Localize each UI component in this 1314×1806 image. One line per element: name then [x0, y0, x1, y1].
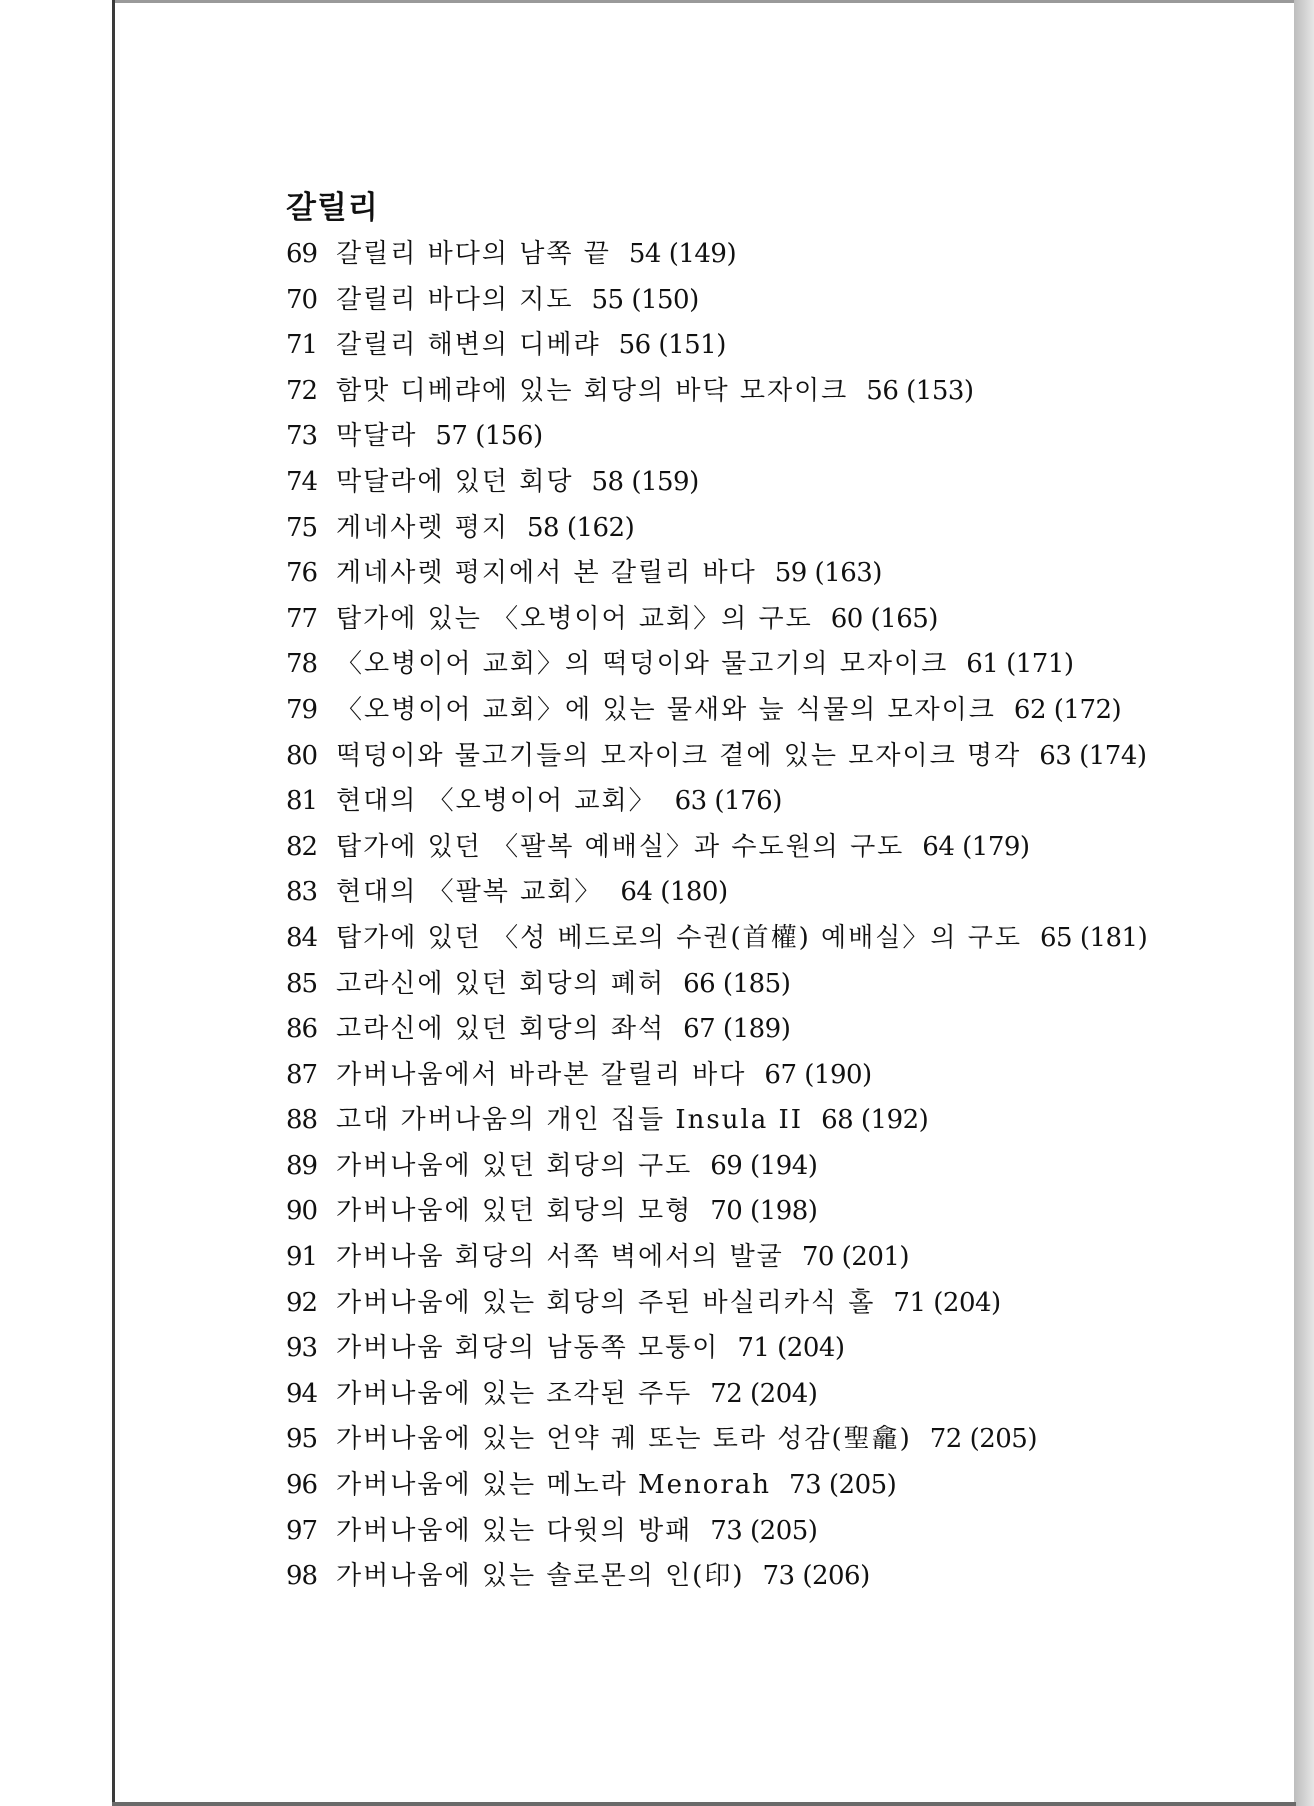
entry-number: 90	[286, 1196, 318, 1227]
entry-page: 60 (165)	[830, 603, 938, 634]
list-item	[286, 734, 1246, 780]
entry-page: 64 (179)	[922, 831, 1030, 862]
entry-number: 69	[286, 239, 318, 269]
entry-page: 64 (180)	[620, 877, 728, 908]
list-item	[286, 779, 1246, 825]
page-top-edge	[112, 0, 1296, 3]
entry-title: 고라신에 있던 회당의 폐허	[336, 968, 666, 999]
entry-title: 갈릴리 바다의 지도	[336, 284, 574, 315]
entry-title: 〈오병이어 교회〉의 떡덩이와 물고기의 모자이크	[336, 649, 949, 680]
list-item	[286, 278, 1246, 324]
entry-number: 81	[286, 786, 318, 817]
entry-title: 게네사렛 평지	[336, 512, 509, 543]
entry-number: 97	[286, 1515, 318, 1546]
entry-number: 84	[286, 922, 318, 953]
entry-page: 67 (190)	[764, 1059, 872, 1090]
entry-number: 75	[286, 512, 318, 543]
entry-page: 58 (162)	[526, 512, 635, 543]
entry-title: 현대의 〈오병이어 교회〉	[336, 786, 657, 817]
entry-number: 89	[286, 1150, 318, 1181]
entry-page: 55 (150)	[591, 284, 699, 315]
page-left-edge	[112, 0, 115, 1806]
list-item	[286, 870, 1246, 916]
entry-title: 가버나움 회당의 서쪽 벽에서의 발굴	[336, 1242, 784, 1273]
list-item	[286, 551, 1246, 597]
entry-number: 80	[286, 740, 318, 771]
entry-number: 79	[286, 694, 318, 725]
entry-page: 72 (204)	[710, 1378, 818, 1409]
page-bottom-edge	[112, 1802, 1296, 1806]
list-item	[286, 1144, 1246, 1190]
list-item	[286, 369, 1246, 415]
list-item	[286, 962, 1246, 1008]
entry-title: 함맛 디베랴에 있는 회당의 바닥 모자이크	[336, 375, 849, 406]
list-item	[286, 1007, 1246, 1053]
entry-title: 탑가에 있던 〈팔복 예배실〉과 수도원의 구도	[336, 831, 905, 862]
entry-page: 63 (174)	[1039, 740, 1147, 771]
entry-number: 83	[286, 877, 318, 908]
entry-number: 71	[286, 330, 318, 361]
list-item	[286, 1189, 1246, 1235]
list-item	[286, 1372, 1246, 1418]
entry-page: 69 (194)	[710, 1150, 818, 1181]
entry-title: 가버나움에 있는 언약 궤 또는 토라 성감(聖龕)	[336, 1424, 912, 1455]
list-item	[286, 506, 1246, 552]
entry-page: 73 (205)	[710, 1515, 818, 1546]
figure-index	[286, 186, 1246, 1600]
entry-title: 가버나움에 있던 회당의 모형	[336, 1196, 693, 1227]
entry-number: 77	[286, 603, 318, 634]
entry-title: 현대의 〈팔복 교회〉	[336, 877, 603, 908]
entry-title: 가버나움에 있던 회당의 구도	[336, 1150, 693, 1181]
list-item	[286, 1326, 1246, 1372]
entry-title: 가버나움에 있는 메노라 Menorah	[336, 1470, 772, 1501]
entry-title: 갈릴리 해변의 디베랴	[336, 330, 601, 361]
entry-number: 72	[286, 375, 318, 406]
entry-number: 73	[286, 421, 318, 452]
entry-title: 〈오병이어 교회〉에 있는 물새와 늪 식물의 모자이크	[336, 694, 996, 725]
entry-number: 91	[286, 1242, 318, 1273]
entry-page: 58 (159)	[591, 466, 699, 497]
list-item	[286, 1053, 1246, 1099]
entry-page: 73 (205)	[789, 1470, 897, 1501]
entry-page: 54 (149)	[628, 239, 737, 269]
list-item	[286, 414, 1246, 460]
entry-number: 93	[286, 1333, 318, 1364]
entry-title: 가버나움 회당의 남동쪽 모퉁이	[336, 1333, 720, 1364]
entry-title: 가버나움에 있는 회당의 주된 바실리카식 홀	[336, 1287, 876, 1318]
list-item	[286, 460, 1246, 506]
list-item	[286, 1554, 1246, 1600]
entry-number: 87	[286, 1059, 318, 1090]
list-item	[286, 1509, 1246, 1555]
entry-page: 71 (204)	[893, 1287, 1001, 1318]
entry-page: 62 (172)	[1013, 694, 1122, 725]
list-item	[286, 1281, 1246, 1327]
entry-title: 가버나움에 있는 다윗의 방패	[336, 1515, 693, 1546]
section-title: 갈릴리	[286, 190, 379, 226]
entry-number: 85	[286, 968, 318, 999]
list-item	[286, 825, 1246, 871]
list-item	[286, 688, 1246, 734]
entry-number: 82	[286, 831, 318, 862]
entry-title: 떡덩이와 물고기들의 모자이크 곁에 있는 모자이크 명각	[336, 740, 1022, 771]
entry-number: 86	[286, 1014, 318, 1045]
list-item	[286, 597, 1246, 643]
entry-title: 게네사렛 평지에서 본 갈릴리 바다	[336, 558, 757, 589]
entry-page: 68 (192)	[821, 1105, 929, 1136]
entry-number: 94	[286, 1378, 318, 1409]
list-item	[286, 323, 1246, 369]
entry-number: 78	[286, 649, 318, 680]
list-item	[286, 916, 1246, 962]
list-item	[286, 642, 1246, 688]
entry-number: 76	[286, 558, 318, 589]
entry-page: 65 (181)	[1039, 922, 1148, 953]
entry-title: 막달라에 있던 회당	[336, 466, 574, 497]
entry-page: 66 (185)	[683, 968, 791, 999]
entry-page: 67 (189)	[683, 1014, 791, 1045]
entry-number: 70	[286, 284, 318, 315]
entry-number: 95	[286, 1424, 318, 1455]
list-item	[286, 1235, 1246, 1281]
list-item	[286, 1098, 1246, 1144]
entry-title: 가버나움에서 바라본 갈릴리 바다	[336, 1059, 747, 1090]
entry-page: 73 (206)	[762, 1561, 870, 1592]
entry-title: 고대 가버나움의 개인 집들 Insula II	[336, 1105, 804, 1136]
entry-title: 가버나움에 있는 조각된 주두	[336, 1378, 693, 1409]
entry-number: 98	[286, 1561, 318, 1592]
entry-page: 59 (163)	[774, 558, 882, 589]
entry-page: 57 (156)	[435, 421, 543, 452]
entry-number: 96	[286, 1470, 318, 1501]
entry-title: 가버나움에 있는 솔로몬의 인(印)	[336, 1561, 745, 1592]
entry-title: 탑가에 있는 〈오병이어 교회〉의 구도	[336, 603, 813, 634]
entry-number: 88	[286, 1105, 318, 1136]
list-item	[286, 232, 1246, 278]
entry-list	[286, 232, 1246, 1600]
entry-title: 막달라	[336, 421, 418, 452]
list-item	[286, 1417, 1246, 1463]
list-item	[286, 1463, 1246, 1509]
entry-page: 61 (171)	[966, 649, 1074, 680]
entry-number: 74	[286, 466, 318, 497]
entry-title: 갈릴리 바다의 남쪽 끝	[336, 239, 611, 269]
entry-page: 71 (204)	[737, 1333, 845, 1364]
entry-title: 탑가에 있던 〈성 베드로의 수권(首權) 예배실〉의 구도	[336, 922, 1022, 953]
entry-page: 70 (198)	[710, 1196, 818, 1227]
entry-title: 고라신에 있던 회당의 좌석	[336, 1014, 666, 1045]
page-right-shadow	[1294, 0, 1314, 1806]
entry-page: 56 (153)	[866, 375, 974, 406]
entry-page: 72 (205)	[929, 1424, 1037, 1455]
entry-page: 70 (201)	[801, 1242, 910, 1273]
entry-page: 63 (176)	[674, 786, 782, 817]
entry-number: 92	[286, 1287, 318, 1318]
entry-page: 56 (151)	[618, 330, 726, 361]
